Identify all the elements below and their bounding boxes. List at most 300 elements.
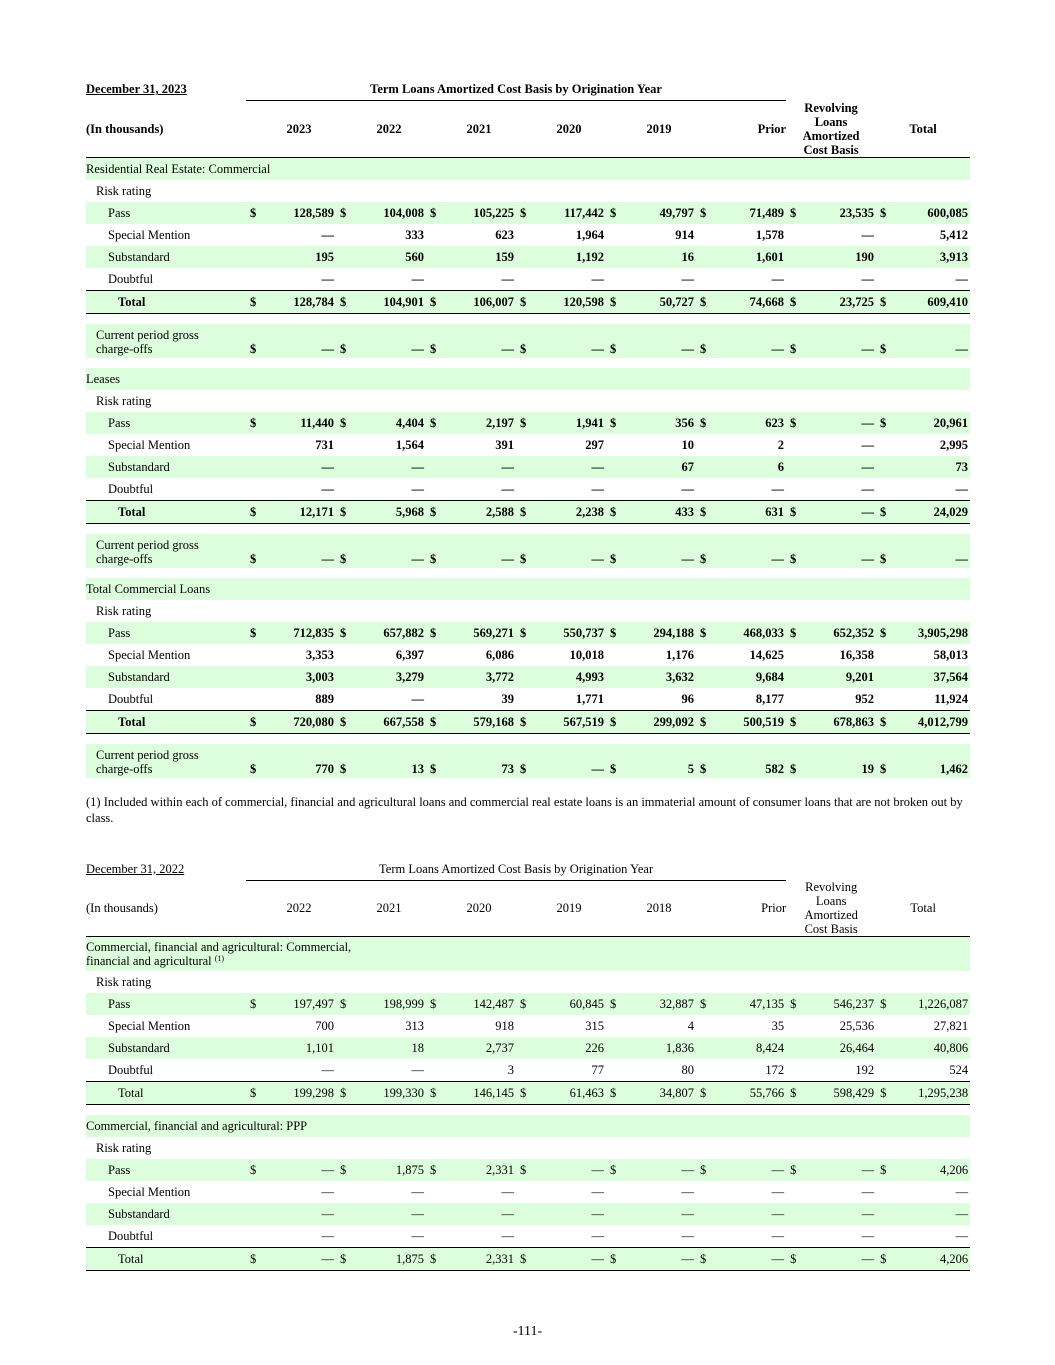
value-cell: 567,519 (532, 710, 606, 733)
currency-cell: $ (336, 622, 352, 644)
currency-cell: $ (516, 412, 532, 434)
value-cell: — (861, 1229, 875, 1243)
currency-cell (786, 268, 802, 291)
value-cell: 550,737 (532, 622, 606, 644)
value-cell: 195 (262, 246, 336, 268)
value-cell: — (501, 1229, 514, 1243)
currency-cell (426, 1015, 442, 1037)
value-cell: 356 (622, 412, 696, 434)
value-cell: — (442, 324, 516, 358)
currency-cell (426, 434, 442, 456)
currency-cell: $ (426, 744, 442, 778)
value-cell: — (591, 1229, 604, 1243)
currency-cell (246, 666, 262, 688)
currency-cell (786, 1225, 802, 1248)
value-cell: — (622, 324, 696, 358)
currency-cell (336, 456, 352, 478)
table-row (86, 1115, 970, 1137)
currency-cell (786, 434, 802, 456)
value-cell: — (532, 1203, 606, 1225)
currency-cell: $ (516, 1082, 532, 1105)
currency-cell: $ (696, 500, 712, 523)
value-cell: 598,429 (802, 1082, 876, 1105)
currency-cell: $ (786, 1248, 802, 1271)
column-header: Total (876, 880, 970, 937)
currency-cell (516, 1015, 532, 1037)
currency-cell (336, 666, 352, 688)
value-cell: 1,771 (575, 691, 604, 706)
table-row (86, 993, 970, 1015)
currency-cell (876, 688, 892, 711)
table-row (86, 644, 970, 666)
currency-cell: $ (606, 290, 622, 313)
column-header: 2023 (262, 101, 336, 158)
currency-cell: $ (876, 744, 892, 778)
value-cell: — (501, 481, 514, 496)
value-cell: — (411, 481, 424, 496)
currency-cell (696, 1059, 712, 1082)
currency-cell (606, 1225, 622, 1248)
value-cell: 26,464 (802, 1037, 876, 1059)
currency-cell (246, 1037, 262, 1059)
revolving-header: Revolving Loans Amortized Cost Basis (786, 101, 876, 158)
currency-cell: $ (516, 710, 532, 733)
value-cell: 80 (681, 1063, 694, 1077)
value-cell: — (262, 1159, 336, 1181)
table-row (86, 1059, 970, 1082)
currency-cell (876, 456, 892, 478)
value-cell: — (411, 271, 424, 286)
value-cell: 582 (712, 744, 786, 778)
risk-rating-label: Risk rating (96, 183, 152, 198)
table-row (86, 1203, 970, 1225)
value-cell: 3 (507, 1063, 514, 1077)
row-label: Pass (86, 412, 246, 434)
value-cell: 105,225 (442, 202, 516, 224)
value-cell: 25,536 (839, 1019, 875, 1033)
footnote: (1) Included within each of commercial, financial and agricultural loans and commercial real estate loans is an immaterial amount of consumer loans that are not broken out by class. (86, 794, 963, 825)
value-cell: 40,806 (892, 1037, 970, 1059)
table-row (86, 324, 970, 358)
value-cell: — (622, 1248, 696, 1271)
value-cell: — (892, 324, 970, 358)
currency-cell (426, 268, 442, 291)
table-row (86, 622, 970, 644)
currency-cell: $ (246, 1248, 262, 1271)
table-row (86, 500, 970, 523)
table-2023 (86, 78, 970, 788)
row-label: Substandard (86, 666, 246, 688)
currency-cell: $ (606, 622, 622, 644)
currency-cell (876, 1225, 892, 1248)
currency-cell: $ (246, 710, 262, 733)
currency-cell (786, 224, 802, 246)
value-cell: 4,012,799 (892, 710, 970, 733)
currency-cell (246, 268, 262, 291)
currency-cell (336, 1037, 352, 1059)
row-label: Doubtful (108, 1229, 154, 1243)
table-row (86, 1248, 970, 1271)
currency-cell: $ (336, 993, 352, 1015)
value-cell: 600,085 (892, 202, 970, 224)
row-label: Doubtful (108, 481, 154, 496)
term-loans-header: Term Loans Amortized Cost Basis by Origination Year (246, 858, 786, 881)
currency-cell (696, 688, 712, 711)
currency-cell: $ (786, 993, 802, 1015)
value-cell: 731 (315, 437, 334, 452)
table-row (86, 1181, 970, 1203)
currency-cell (876, 268, 892, 291)
value-cell: — (262, 1203, 336, 1225)
table-row (86, 971, 970, 993)
value-cell: 96 (681, 691, 694, 706)
charge-offs-label: Current period gross charge-offs (86, 324, 246, 358)
table-row (86, 744, 970, 778)
value-cell: 1,101 (262, 1037, 336, 1059)
value-cell: 172 (765, 1063, 785, 1077)
row-label: Doubtful (108, 271, 154, 286)
value-cell: 500,519 (712, 710, 786, 733)
value-cell: 297 (585, 437, 604, 452)
currency-cell (426, 1203, 442, 1225)
currency-cell (696, 478, 712, 501)
currency-cell (336, 1225, 352, 1248)
row-label: Doubtful (108, 691, 154, 706)
value-cell: — (771, 1185, 785, 1199)
column-header: 2021 (442, 101, 516, 158)
value-cell: — (712, 1159, 786, 1181)
value-cell: 3,279 (352, 666, 426, 688)
value-cell: 24,029 (892, 500, 970, 523)
currency-cell (876, 434, 892, 456)
currency-cell (246, 224, 262, 246)
value-cell: — (712, 1203, 786, 1225)
table-row (86, 1082, 970, 1105)
column-header: Prior (712, 880, 786, 937)
currency-cell: $ (426, 202, 442, 224)
table-row (86, 412, 970, 434)
value-cell: 546,237 (802, 993, 876, 1015)
currency-cell: $ (786, 744, 802, 778)
value-cell: 142,487 (442, 993, 516, 1015)
value-cell: 23,725 (802, 290, 876, 313)
currency-cell (336, 246, 352, 268)
value-cell: 198,999 (352, 993, 426, 1015)
currency-cell (246, 456, 262, 478)
value-cell: 657,882 (352, 622, 426, 644)
value-cell: 16,358 (839, 647, 875, 662)
value-cell: 2,197 (442, 412, 516, 434)
value-cell: 8,424 (712, 1037, 786, 1059)
currency-cell: $ (606, 500, 622, 523)
value-cell: — (681, 271, 694, 286)
currency-cell (606, 1015, 622, 1037)
value-cell: 391 (495, 437, 514, 452)
currency-cell (426, 666, 442, 688)
currency-cell: $ (606, 744, 622, 778)
currency-cell: $ (606, 710, 622, 733)
charge-offs-label: Current period gross charge-offs (86, 744, 246, 778)
value-cell: 3,913 (892, 246, 970, 268)
row-label: Substandard (86, 1037, 246, 1059)
term-loans-header: Term Loans Amortized Cost Basis by Origination Year (246, 78, 786, 101)
value-cell: — (681, 1229, 694, 1243)
column-header: 2021 (352, 880, 426, 937)
currency-cell: $ (696, 1159, 712, 1181)
column-header: 2022 (262, 880, 336, 937)
value-cell: 5,412 (939, 227, 969, 242)
currency-cell: $ (696, 290, 712, 313)
value-cell: — (802, 1159, 876, 1181)
value-cell: 9,684 (712, 666, 786, 688)
currency-cell: $ (426, 1248, 442, 1271)
value-cell: — (321, 227, 334, 242)
currency-cell: $ (246, 202, 262, 224)
section-title: Residential Real Estate: Commercial (86, 157, 970, 180)
value-cell: — (442, 534, 516, 568)
currency-cell (696, 456, 712, 478)
value-cell: — (321, 1229, 334, 1243)
value-cell: 73 (442, 744, 516, 778)
value-cell: 128,589 (262, 202, 336, 224)
value-cell: 2,588 (442, 500, 516, 523)
value-cell: — (802, 412, 876, 434)
currency-cell (426, 1037, 442, 1059)
currency-cell: $ (246, 324, 262, 358)
value-cell: — (321, 1185, 334, 1199)
column-header: 2019 (532, 880, 606, 937)
total-label: Total (86, 710, 246, 733)
currency-cell: $ (606, 324, 622, 358)
value-cell: 5 (622, 744, 696, 778)
value-cell: 623 (712, 412, 786, 434)
currency-cell (606, 1181, 622, 1203)
value-cell: 9,201 (802, 666, 876, 688)
currency-cell (426, 1181, 442, 1203)
currency-cell: $ (696, 412, 712, 434)
value-cell: — (955, 1229, 969, 1243)
currency-cell (516, 688, 532, 711)
page-number: -111- (512, 1324, 543, 1339)
value-cell: 4,206 (892, 1159, 970, 1181)
value-cell: — (411, 1185, 424, 1199)
currency-cell: $ (426, 534, 442, 568)
value-cell: 117,442 (532, 202, 606, 224)
value-cell: 294,188 (622, 622, 696, 644)
currency-cell: $ (246, 744, 262, 778)
value-cell: 37,564 (892, 666, 970, 688)
table-row (86, 1037, 970, 1059)
value-cell: — (532, 456, 606, 478)
currency-cell (246, 688, 262, 711)
currency-cell (336, 1203, 352, 1225)
currency-cell (876, 1037, 892, 1059)
currency-cell: $ (696, 710, 712, 733)
value-cell: 720,080 (262, 710, 336, 733)
row-label: Special Mention (108, 437, 191, 452)
value-cell: 58,013 (933, 647, 969, 662)
value-cell: 313 (405, 1019, 424, 1033)
section-title: Commercial, financial and agricultural: PPP (86, 1115, 970, 1137)
currency-cell (516, 666, 532, 688)
column-header: Total (876, 101, 970, 158)
value-cell: — (591, 481, 604, 496)
value-cell: — (771, 1229, 785, 1243)
currency-cell: $ (336, 744, 352, 778)
table-row (86, 290, 970, 313)
value-cell: — (352, 324, 426, 358)
currency-cell: $ (696, 324, 712, 358)
value-cell: — (892, 1203, 970, 1225)
currency-cell: $ (606, 1248, 622, 1271)
value-cell: — (352, 1203, 426, 1225)
currency-cell: $ (876, 500, 892, 523)
table-row (86, 456, 970, 478)
currency-cell (606, 434, 622, 456)
value-cell: 700 (315, 1019, 334, 1033)
value-cell: 889 (315, 691, 334, 706)
currency-cell (336, 1059, 352, 1082)
currency-cell (426, 1225, 442, 1248)
currency-cell: $ (336, 710, 352, 733)
table-row (86, 1159, 970, 1181)
value-cell: 1,875 (352, 1248, 426, 1271)
value-cell: — (712, 324, 786, 358)
value-cell: 159 (442, 246, 516, 268)
currency-cell (696, 246, 712, 268)
currency-cell: $ (246, 1159, 262, 1181)
currency-cell: $ (876, 622, 892, 644)
section-title: Commercial, financial and agricultural: Commercial, financial and agricultural $^{(1)}$ (86, 937, 970, 972)
value-cell: 524 (949, 1063, 969, 1077)
currency-cell: $ (426, 290, 442, 313)
value-cell: — (802, 456, 876, 478)
value-cell: 74,668 (712, 290, 786, 313)
value-cell: 5,968 (352, 500, 426, 523)
value-cell: 10,018 (569, 647, 604, 662)
currency-cell (786, 246, 802, 268)
value-cell: 1,941 (532, 412, 606, 434)
currency-cell: $ (696, 1248, 712, 1271)
value-cell: 4 (687, 1019, 694, 1033)
table-row (86, 202, 970, 224)
value-cell: 73 (892, 456, 970, 478)
table-row (86, 1225, 970, 1248)
currency-cell: $ (516, 324, 532, 358)
currency-cell (696, 224, 712, 246)
currency-cell (516, 456, 532, 478)
currency-cell: $ (426, 993, 442, 1015)
currency-cell (606, 246, 622, 268)
table-row (86, 1137, 970, 1159)
value-cell: 12,171 (262, 500, 336, 523)
value-cell: — (861, 227, 875, 242)
currency-cell: $ (336, 1082, 352, 1105)
currency-cell: $ (786, 412, 802, 434)
currency-cell (786, 1181, 802, 1203)
currency-cell: $ (696, 993, 712, 1015)
value-cell: 106,007 (442, 290, 516, 313)
currency-cell (336, 224, 352, 246)
row-label: Special Mention (108, 1019, 191, 1033)
risk-rating-label: Risk rating (96, 975, 152, 989)
value-cell: — (712, 534, 786, 568)
value-cell: 61,463 (532, 1082, 606, 1105)
value-cell: — (861, 481, 875, 496)
value-cell: 468,033 (712, 622, 786, 644)
value-cell: 560 (352, 246, 426, 268)
currency-cell: $ (606, 993, 622, 1015)
table-row (86, 534, 970, 568)
value-cell: — (622, 1203, 696, 1225)
value-cell: 6 (712, 456, 786, 478)
value-cell: 2,995 (939, 437, 969, 452)
currency-cell: $ (786, 622, 802, 644)
currency-cell: $ (876, 290, 892, 313)
value-cell: — (411, 1063, 424, 1077)
value-cell: 23,535 (802, 202, 876, 224)
section-title: Total Commercial Loans (86, 578, 970, 600)
table-row (86, 368, 970, 390)
table-row (86, 666, 970, 688)
table-row (86, 688, 970, 711)
value-cell: — (861, 1185, 875, 1199)
currency-cell (696, 666, 712, 688)
section-title: Leases (86, 368, 970, 390)
value-cell: — (321, 271, 334, 286)
currency-cell (516, 1203, 532, 1225)
currency-cell: $ (336, 1248, 352, 1271)
currency-cell (696, 268, 712, 291)
value-cell: 433 (622, 500, 696, 523)
currency-cell: $ (336, 500, 352, 523)
currency-cell: $ (516, 1248, 532, 1271)
value-cell: — (262, 534, 336, 568)
value-cell: — (321, 481, 334, 496)
currency-cell (336, 1015, 352, 1037)
currency-cell (516, 1059, 532, 1082)
currency-cell: $ (516, 622, 532, 644)
value-cell: 104,901 (352, 290, 426, 313)
value-cell: 192 (855, 1063, 875, 1077)
value-cell: 3,772 (442, 666, 516, 688)
currency-cell: $ (426, 324, 442, 358)
value-cell: — (622, 1159, 696, 1181)
value-cell: — (681, 1185, 694, 1199)
value-cell: 8,177 (755, 691, 785, 706)
value-cell: — (352, 534, 426, 568)
value-cell: 47,135 (712, 993, 786, 1015)
currency-cell (426, 456, 442, 478)
currency-cell (786, 666, 802, 688)
value-cell: — (622, 534, 696, 568)
total-label: Total (86, 1248, 246, 1271)
value-cell: 10 (681, 437, 694, 452)
row-label: Special Mention (108, 227, 191, 242)
row-label: Substandard (86, 246, 246, 268)
revolving-header: Revolving Loans Amortized Cost Basis (786, 880, 876, 937)
currency-cell (696, 1015, 712, 1037)
currency-cell (606, 644, 622, 666)
value-cell: — (532, 744, 606, 778)
currency-cell: $ (246, 534, 262, 568)
value-cell: — (802, 1203, 876, 1225)
currency-cell (606, 478, 622, 501)
currency-cell (516, 1181, 532, 1203)
row-label: Pass (86, 202, 246, 224)
currency-cell (516, 434, 532, 456)
total-label: Total (86, 1082, 246, 1105)
